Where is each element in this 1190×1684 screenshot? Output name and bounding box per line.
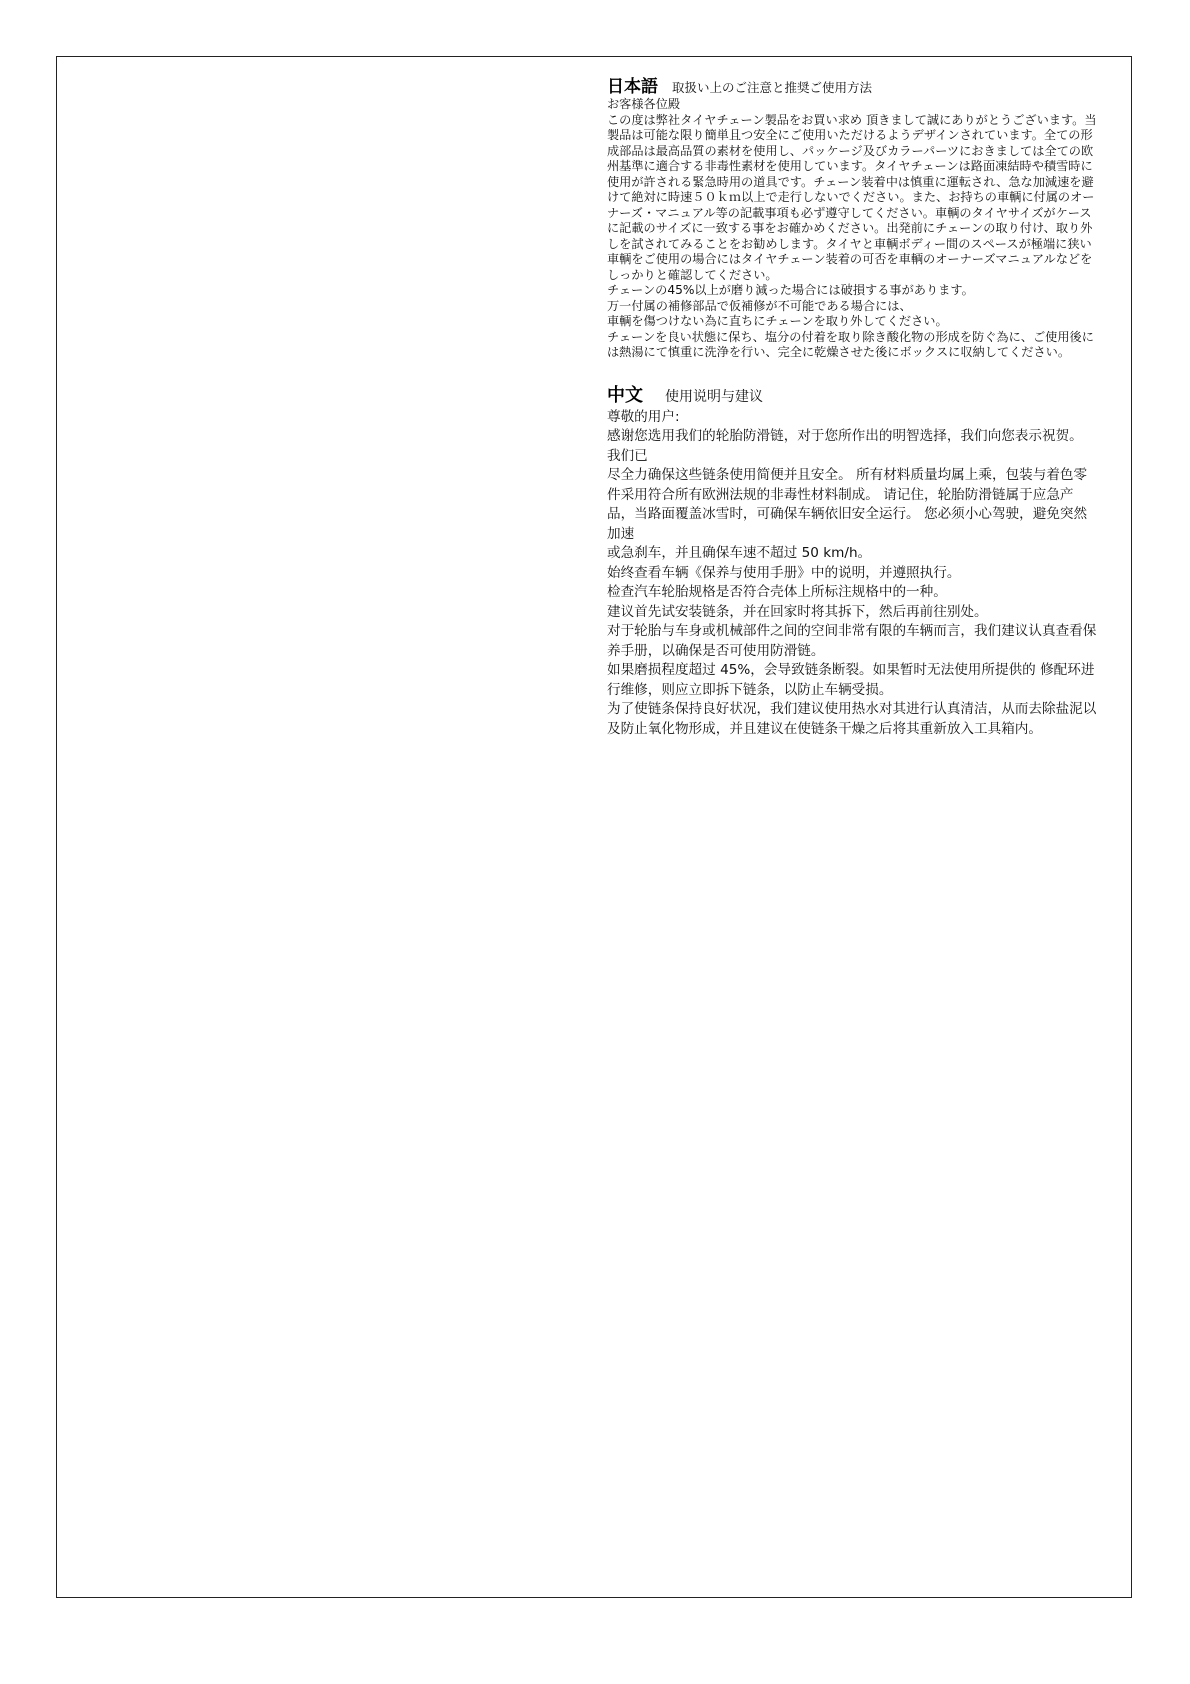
japanese-section: [607, 72, 1097, 361]
paragraph: 对于轮胎与车身或机械部件之间的空间非常有限的车辆而言，我们建议认真查看保养手册，以确保是否可使用防滑链。: [607, 623, 1097, 659]
paragraph: 感谢您选用我们的轮胎防滑链，对于您所作出的明智选择，我们向您表示祝贺。 我们已: [607, 428, 1083, 464]
section-title: 使用说明与建议: [665, 388, 763, 405]
language-label: 中文: [607, 384, 643, 406]
language-label: 日本語: [607, 77, 658, 97]
paragraph: 車輌を傷つけない為に直ちにチェーンを取り外してください。: [607, 314, 948, 328]
paragraph: 尽全力确保这些链条使用简便并且安全。 所有材料质量均属上乘，包装与着色零件采用符合所有欧洲法规的非毒性材料制成。 请记住，轮胎防滑链属于应急产品，当路面覆盖冰雪时，可确保车辆依旧安全运行。 您必须小心驾驶，避免突然加速: [607, 467, 1088, 542]
paragraph: 万一付属の補修部品で仮補修が不可能である場合には、: [607, 298, 912, 313]
japanese-heading: [607, 72, 1097, 97]
paragraph: お客様各位殿: [607, 97, 681, 111]
paragraph: 尊敬的用户:: [607, 408, 680, 425]
chinese-section: [607, 381, 1097, 740]
paragraph: この度は弊社タイヤチェーン製品をお買い求め 頂きまして誠にありがとうございます。当製品は可能な限り簡単且つ安全にご使用いただけるようデザインされています。全ての形成部品は最高品質の素材を使用し、パッケージ及びカラーパーツにおきましては全ての欧州基準に適合する非毒性素材を使用しています。タイヤチェーンは路面凍結時や積雪時に使用が許される緊急時用の道具です。チェーン装着中は慎重に運転され、急な加減速を避けて絶対に時速５０ｋｍ以上で走行しないでください。また、お持ちの車輌に付属のオーナーズ・マニュアル等の記載事項も必ず遵守してください。車輌のタイヤサイズがケースに記載のサイズに一致する事をお確かめください。出発前にチェーンの取り付け、取り外しを試されてみることをお勧めします。タイヤと車輌ボディー間のスペースが極端に狭い車輌をご使用の場合にはタイヤチェーン装着の可否を車輌のオーナーズマニュアルなどをしっかりと確認してください。: [607, 112, 1097, 282]
paragraph: チェーンの45%以上が磨り減った場合には破損する事があります。: [607, 283, 974, 297]
chinese-heading: [607, 381, 1097, 407]
section-title: 取扱い上のご注意と推奨ご使用方法: [672, 80, 873, 95]
paragraph: 为了使链条保持良好状况，我们建议使用热水对其进行认真清洁，从而去除盐泥以及防止氧化物形成，并且建议在使链条干燥之后将其重新放入工具箱内。: [607, 701, 1097, 737]
instructions-column: [607, 72, 1097, 739]
paragraph: 如果磨损程度超过 45%，会导致链条断裂。如果暂时无法使用所提供的 修配环进行维修，则应立即拆下链条，以防止车辆受损。: [607, 662, 1095, 698]
paragraph: 或急刹车，并且确保车速不超过 50 km/h。: [607, 545, 872, 561]
paragraph: 始终查看车辆《保养与使用手册》中的说明，并遵照执行。: [607, 564, 961, 581]
paragraph: チェーンを良い状態に保ち、塩分の付着を取り除き酸化物の形成を防ぐ為に、ご使用後には熱湯にて慎重に洗浄を行い、完全に乾燥させた後にボックスに収納してください。: [607, 329, 1094, 359]
paragraph: 建议首先试安装链条，并在回家时将其拆下，然后再前往别处。: [607, 603, 988, 620]
paragraph: 检查汽车轮胎规格是否符合壳体上所标注规格中的一种。: [607, 584, 947, 600]
